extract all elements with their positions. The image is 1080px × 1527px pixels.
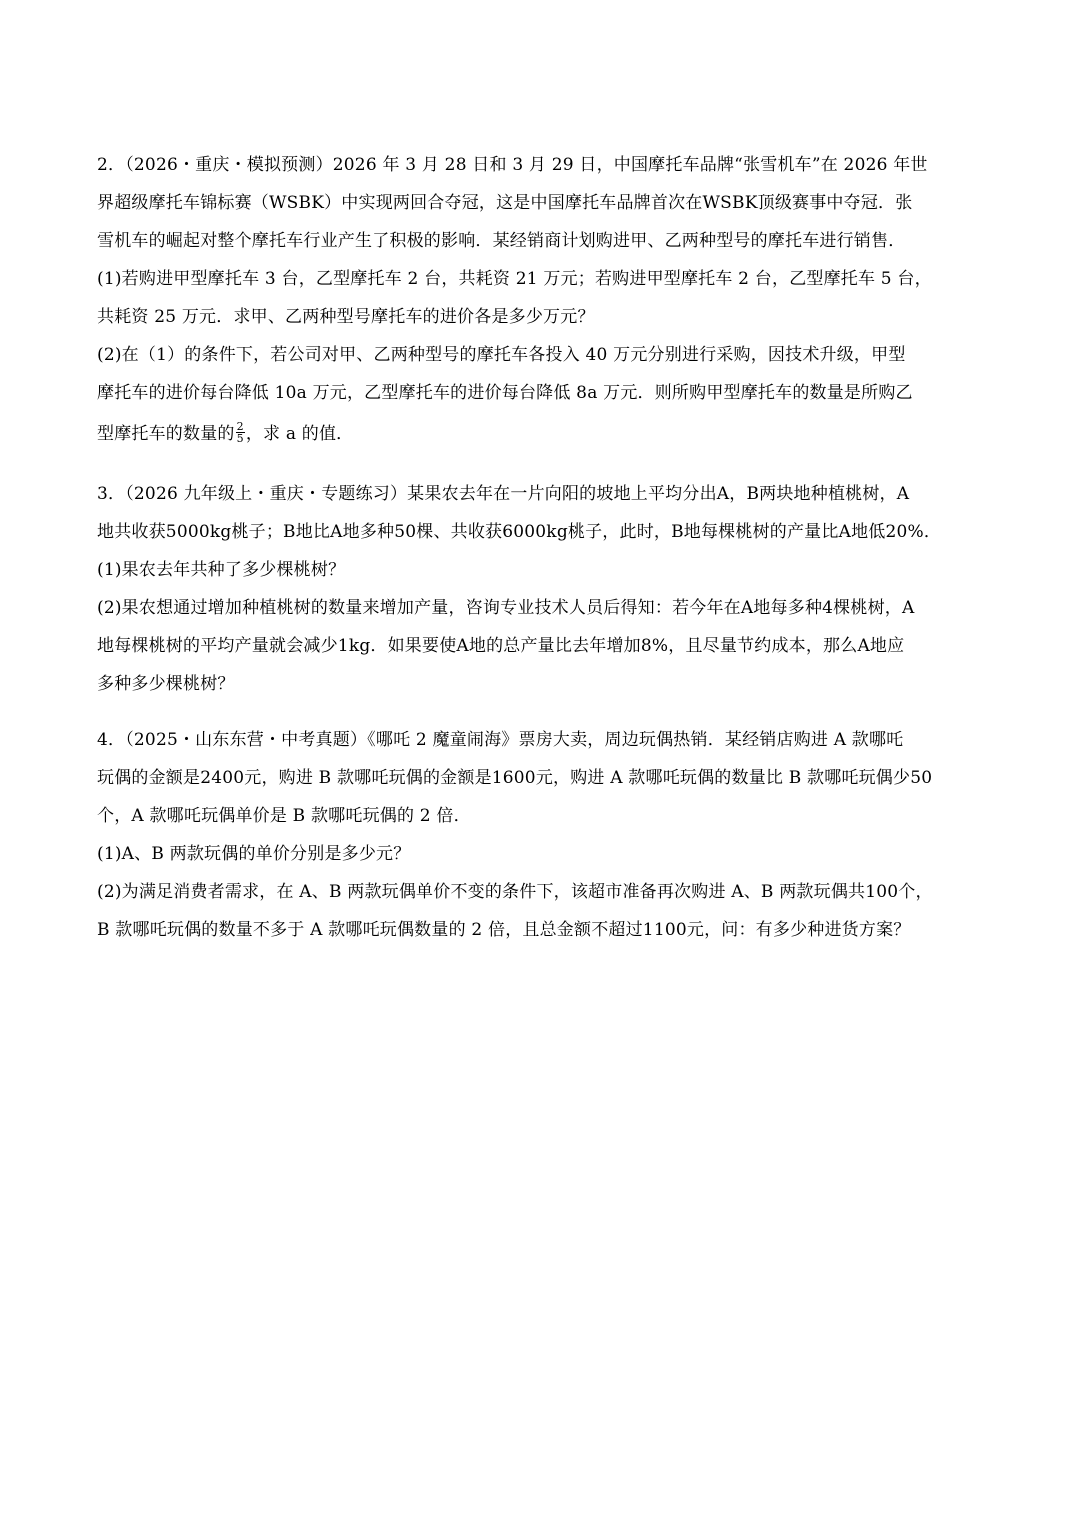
question-4-line-3: 个，A 款哪吒玩偶单价是 B 款哪吒玩偶的 2 倍． [97, 806, 471, 826]
question-4-line-1: 4．（2025・山东东营・中考真题）《哪吒 2 魔童闹海》票房大卖，周边玩偶热销．某经销店购进 A 款哪吒 [97, 730, 904, 750]
question-2-part-1-line-1: (1)若购进甲型摩托车 3 台，乙型摩托车 2 台，共耗资 21 万元；若购进甲型摩托车 2 台，乙型摩托车 5 台， [97, 269, 932, 289]
question-2-line-1: 2．（2026・重庆・模拟预测）2026 年 3 月 28 日和 3 月 29 日，中国摩托车品牌“张雪机车”在 2026 年世 [97, 155, 928, 175]
question-3-part-2-line-3: 多种多少棵桃树？ [97, 674, 235, 694]
fraction-two-fifths [236, 421, 245, 444]
question-3-part-2-line-1: (2)果农想通过增加种植桃树的数量来增加产量，咨询专业技术人员后得知：若今年在A地每多种4棵桃树，A [97, 598, 915, 618]
question-4-part-2-line-2: B 款哪吒玩偶的数量不多于 A 款哪吒玩偶数量的 2 倍，且总金额不超过1100元，问：有多少种进货方案？ [97, 920, 911, 940]
question-2-part-2-line-1: (2)在（1）的条件下，若公司对甲、乙两种型号的摩托车各投入 40 万元分别进行采购，因技术升级，甲型 [97, 345, 906, 365]
question-4-line-2: 玩偶的金额是2400元，购进 B 款哪吒玩偶的金额是1600元，购进 A 款哪吒玩偶的数量比 B 款哪吒玩偶少50 [97, 768, 933, 788]
fraction-denominator: 5 [236, 432, 244, 445]
question-2-line-3: 雪机车的崛起对整个摩托车行业产生了积极的影响．某经销商计划购进甲、乙两种型号的摩托车进行销售． [97, 231, 906, 251]
question-2-part-1-line-2: 共耗资 25 万元．求甲、乙两种型号摩托车的进价各是多少万元？ [97, 307, 595, 327]
fraction-line-after: ，求 a 的值． [245, 424, 354, 444]
question-2-part-2-line-3 [97, 416, 353, 452]
fraction-numerator: 2 [236, 420, 244, 433]
question-3-line-2: 地共收获5000kg桃子；B地比A地多种50棵、共收获6000kg桃子，此时，B地每棵桃树的产量比A地低20%． [97, 522, 942, 542]
question-4-part-2-line-1: (2)为满足消费者需求，在 A、B 两款玩偶单价不变的条件下，该超市准备再次购进 A、B 两款玩偶共100个， [97, 882, 933, 902]
question-3-part-2-line-2: 地每棵桃树的平均产量就会减少1kg．如果要使A地的总产量比去年增加8%，且尽量节约成本，那么A地应 [97, 636, 905, 656]
question-2-part-2-line-2: 摩托车的进价每台降低 10a 万元，乙型摩托车的进价每台降低 8a 万元．则所购甲型摩托车的数量是所购乙 [97, 383, 913, 403]
question-3-part-1: (1)果农去年共种了多少棵桃树？ [97, 560, 346, 580]
fraction-line-before: 型摩托车的数量的 [97, 424, 235, 444]
question-2-line-2: 界超级摩托车锦标赛（WSBK）中实现两回合夺冠，这是中国摩托车品牌首次在WSBK顶级赛事中夺冠．张 [97, 193, 913, 213]
question-3-line-1: 3．（2026 九年级上・重庆・专题练习）某果农去年在一片向阳的坡地上平均分出A，B两块地种植桃树，A [97, 484, 910, 504]
question-4-part-1: (1)A、B 两款玩偶的单价分别是多少元？ [97, 844, 411, 864]
